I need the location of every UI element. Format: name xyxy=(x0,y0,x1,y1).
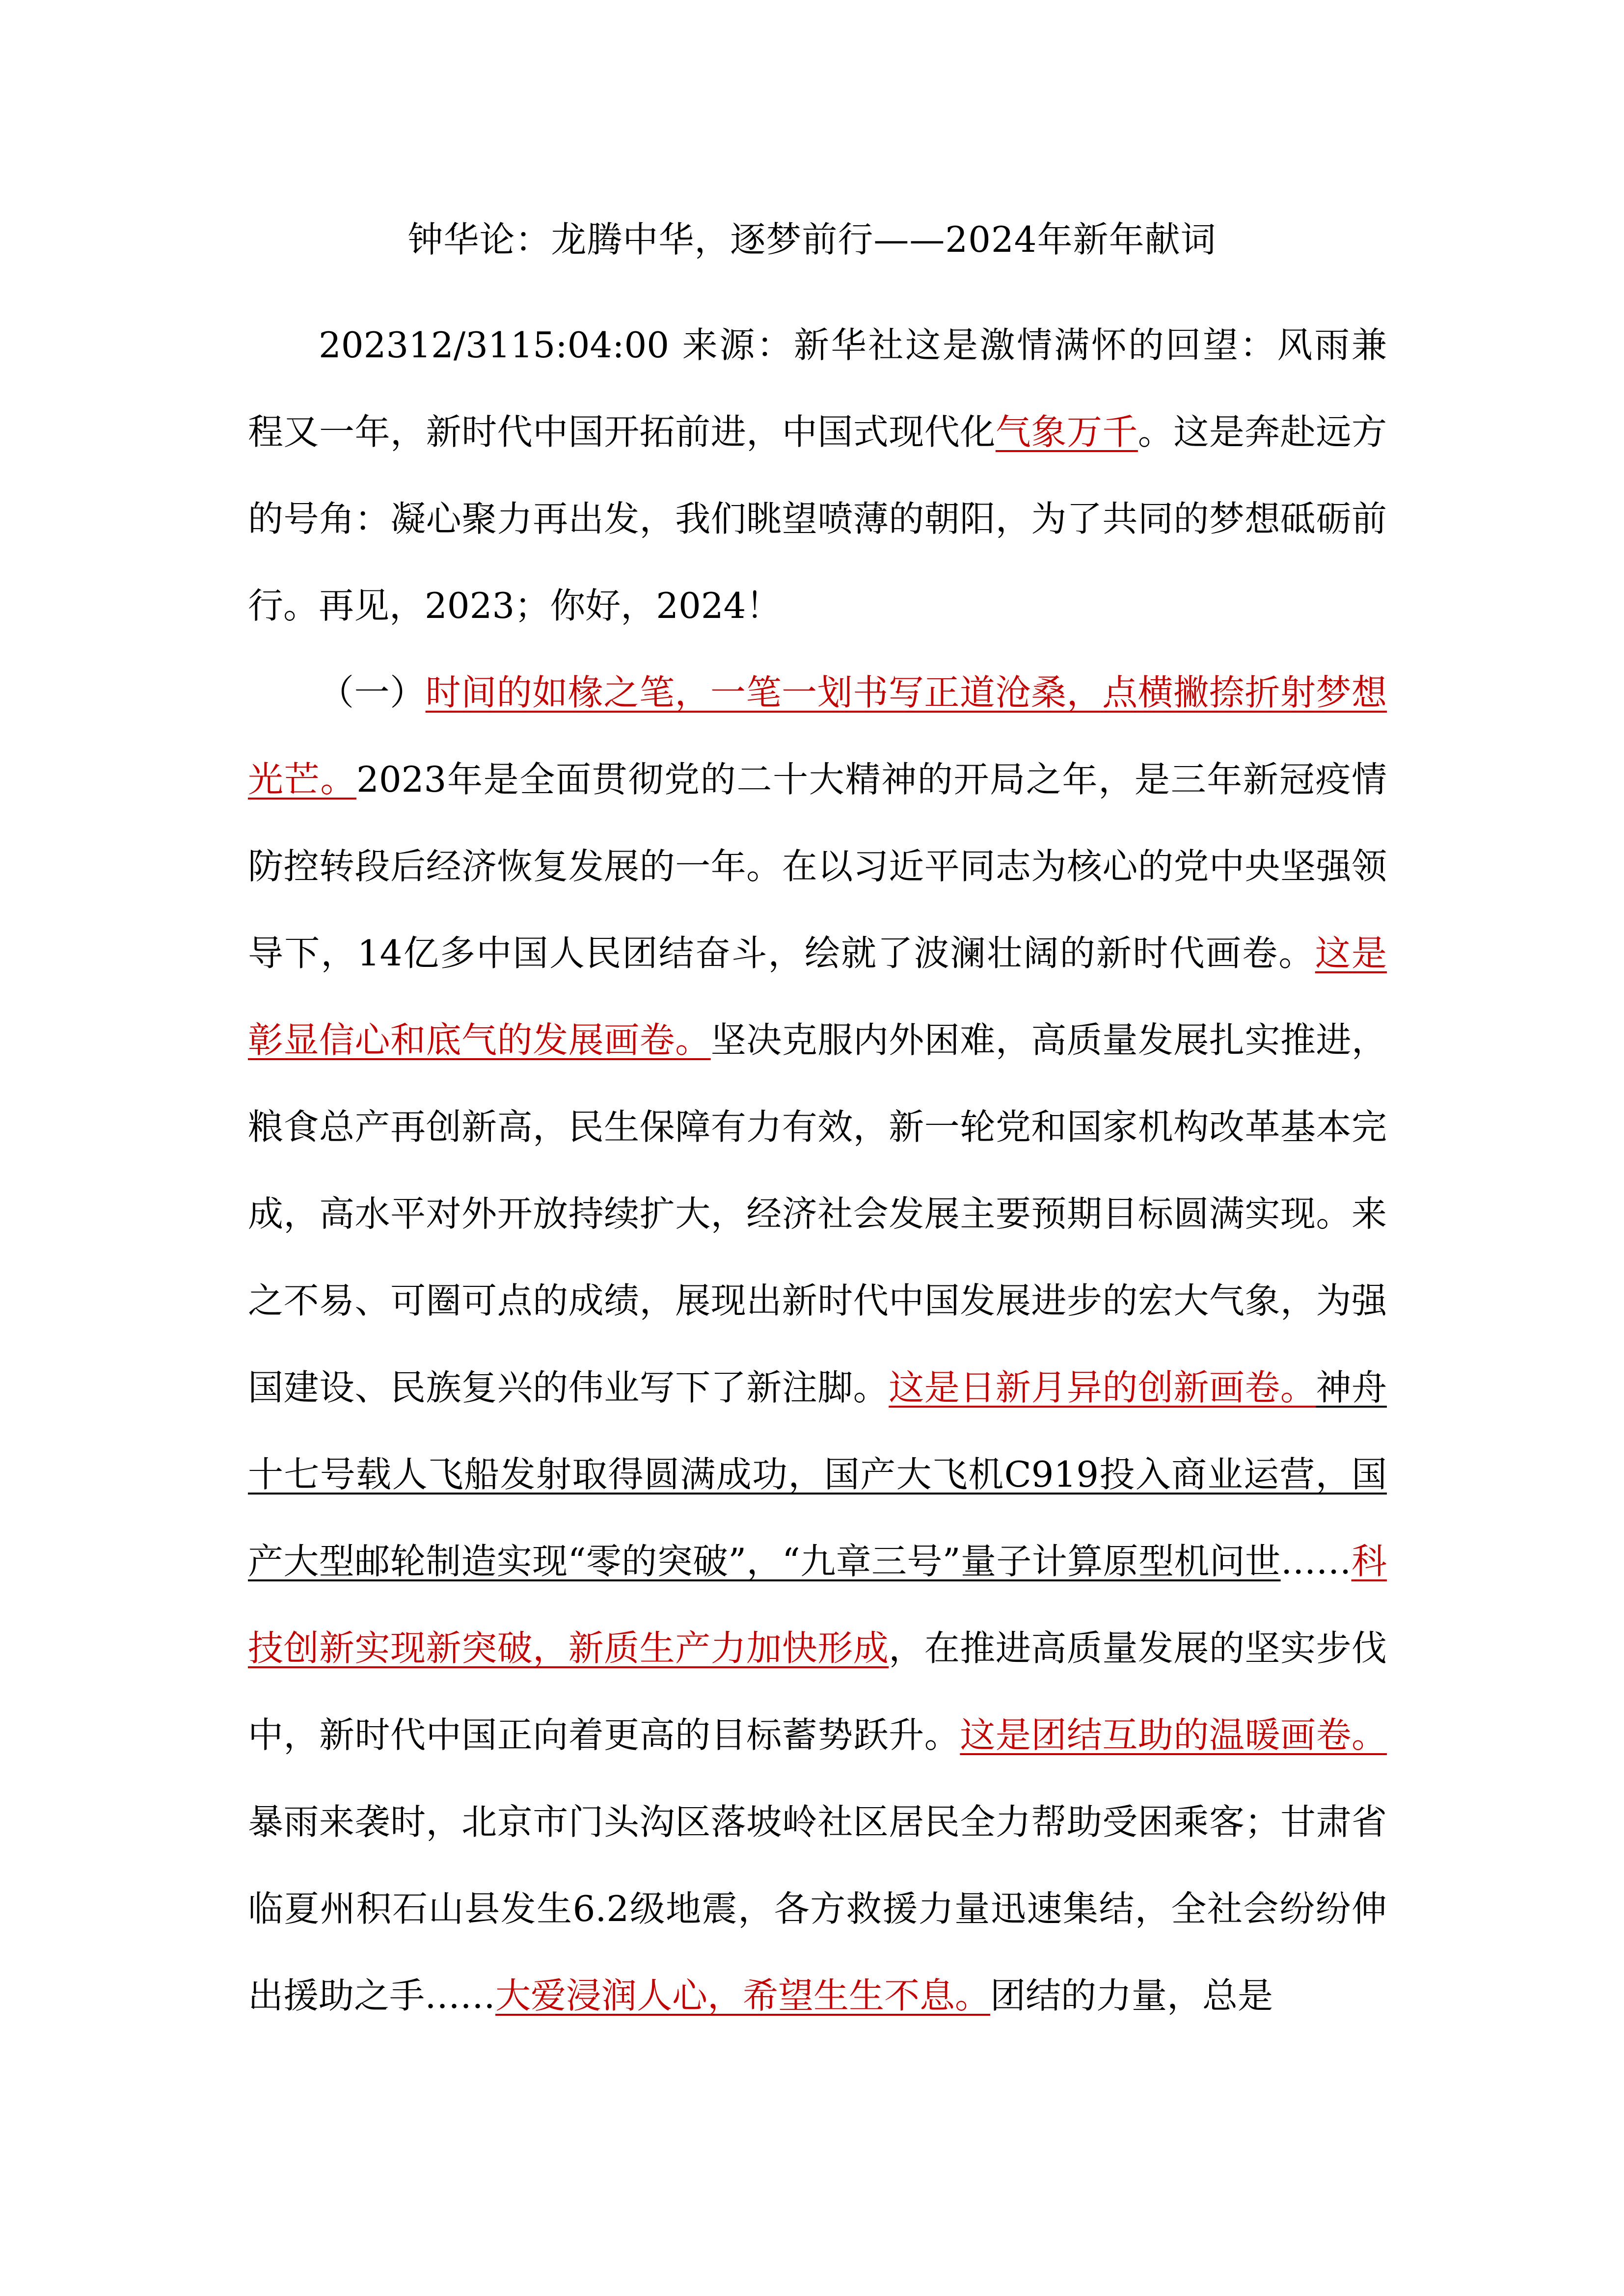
source-meta: 202312/3115:04:00 来源：新华社 xyxy=(319,324,906,366)
paragraph-intro xyxy=(248,302,1387,649)
highlight-phrase: 大爱浸润人心，希望生生不息。 xyxy=(495,1975,991,2016)
body-text: 坚决克服内外困难，高质量发展扎实推进，粮食总产再创新高，民生保障有力有效，新一轮党和国家机构改革基本完成，高水平对外开放持续扩大，经济社会发展主要预期目标圆满实现。来之不易、可圈可点的成绩，展现出新时代中国发展进步的宏大气象，为强国建设、民族复兴的伟业写下了新注脚。 xyxy=(248,1019,1387,1408)
document-body xyxy=(248,302,1387,2039)
highlight-phrase: 这是团结互助的温暖画卷。 xyxy=(960,1714,1387,1756)
document-title: 钟华论：龙腾中华，逐梦前行——2024年新年献词 xyxy=(407,219,1217,260)
body-text: 2023年是全面贯彻党的二十大精神的开局之年，是三年新冠疫情防控转段后经济恢复发展的一年。在以习近平同志为核心的党中央坚强领导下，14亿多中国人民团结奋斗，绘就了波澜壮阔的新时代画卷。 xyxy=(248,759,1387,974)
body-text: ，在推进高质量发展的坚实步伐中，新时代中国正向着更高的目标蓄势跃升。 xyxy=(248,1628,1387,1756)
section-number: （一） xyxy=(319,672,426,713)
intro-text-1: 这是激情满怀的回望：风雨兼程又一年，新时代中国开拓前进，中国式现代化 xyxy=(248,324,1387,453)
highlight-phrase: 这是彰显信心和底气的发展画卷。 xyxy=(248,933,1387,1061)
highlight-phrase: 这是日新月异的创新画卷。 xyxy=(889,1367,1316,1408)
paragraph-section-1 xyxy=(248,649,1387,2039)
intro-text-2: 。这是奔赴远方的号角：凝心聚力再出发，我们眺望喷薄的朝阳，为了共同的梦想砥砺前行。再见，2023；你好，2024！ xyxy=(248,411,1387,626)
body-text: 团结的力量，总是 xyxy=(990,1975,1273,2016)
body-text: …… xyxy=(1280,1541,1352,1582)
highlight-phrase: 科技创新实现新突破，新质生产力加快形成 xyxy=(248,1541,1387,1669)
highlight-phrase: 气象万千 xyxy=(995,411,1138,453)
highlight-phrase: 时间的如椽之笔，一笔一划书写正道沧桑，点横撇捺折射梦想光芒。 xyxy=(248,672,1387,800)
underlined-text: 神舟十七号载人飞船发射取得圆满成功，国产大飞机C919投入商业运营，国产大型邮轮制造实现“零的突破”，“九章三号”量子计算原型机问世 xyxy=(248,1367,1387,1582)
body-text: 暴雨来袭时，北京市门头沟区落坡岭社区居民全力帮助受困乘客；甘肃省临夏州积石山县发生6.2级地震，各方救援力量迅速集结，全社会纷纷伸出援助之手…… xyxy=(248,1801,1387,2016)
